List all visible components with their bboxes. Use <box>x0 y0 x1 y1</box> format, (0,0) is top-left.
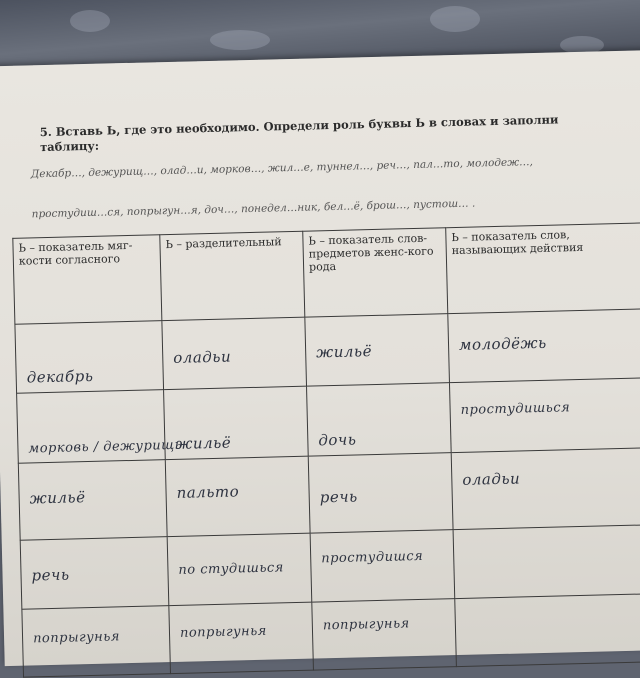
handwritten-answer: речь <box>319 487 358 507</box>
header-feminine-nouns: Ь – показатель слов-предметов женс-кого рода <box>308 231 434 274</box>
header-cell <box>303 228 448 317</box>
table-cell <box>448 308 640 383</box>
table-cell <box>310 529 455 602</box>
handwritten-answer: попрыгунья <box>179 624 268 642</box>
table-cell <box>449 378 640 453</box>
table-cell <box>308 453 453 533</box>
handwritten-answer: дочь <box>318 430 357 450</box>
table-cell <box>453 524 640 599</box>
handwritten-answer: попрыгунья <box>32 629 121 647</box>
handwritten-answer: простудишься <box>460 400 571 419</box>
table-row <box>22 594 640 677</box>
table-cell <box>18 460 167 540</box>
table-cell <box>451 448 640 530</box>
table-cell <box>22 606 171 677</box>
table-cell <box>455 594 640 667</box>
table-cell <box>307 383 452 456</box>
word-list-line-2: простудиш…ся, попрыгун…я, доч…, понедел…ник, бел…ё, брош…, пустош… . <box>31 197 476 221</box>
handwritten-answer: речь <box>31 565 70 585</box>
handwritten-answer: морковь / дежурищь <box>28 437 183 457</box>
handwritten-answer: молодёжь <box>458 333 547 354</box>
table-cell <box>15 320 164 393</box>
handwritten-answer: оладьи <box>462 469 521 489</box>
table-cell <box>165 456 310 536</box>
header-verbs: Ь – показатель слов, называющих действия <box>451 228 584 258</box>
table-header-row <box>13 223 640 324</box>
handwritten-answer: простудишся <box>321 548 424 567</box>
word-list-line-1: Декабр…, дежурищ…, олад…и, морков…, жил…е, туннел…, реч…, пал…то, молодеж…, <box>30 156 534 181</box>
table-cell <box>162 317 307 390</box>
handwritten-answer: жильё <box>315 341 373 361</box>
handwritten-answer: по студишься <box>178 559 284 578</box>
answer-table <box>12 222 640 678</box>
table-cell <box>167 533 312 606</box>
handwritten-answer: попрыгунья <box>322 616 410 634</box>
handwritten-answer: оладьи <box>173 347 232 367</box>
worksheet-page <box>0 50 640 666</box>
table-cell <box>305 313 450 386</box>
table-cell <box>20 536 169 609</box>
handwritten-answer: жильё <box>175 433 232 453</box>
table-cell <box>17 390 183 463</box>
handwritten-answer: декабрь <box>26 367 94 387</box>
table-cell <box>312 599 457 670</box>
table-cell <box>169 603 314 674</box>
handwritten-answer: жильё <box>29 488 86 508</box>
header-cell <box>13 235 162 324</box>
handwritten-answer: пальто <box>176 482 240 502</box>
header-cell <box>160 231 305 320</box>
header-softness: Ь – показатель мяг-кости согласного <box>18 238 133 268</box>
task-title: 5. Вставь Ь, где это необходимо. Определи роль буквы Ь в словах и заполни таблицу: <box>39 112 559 155</box>
header-cell <box>446 223 640 314</box>
table-cell <box>164 386 309 459</box>
header-separating: Ь – разделительный <box>165 235 282 252</box>
